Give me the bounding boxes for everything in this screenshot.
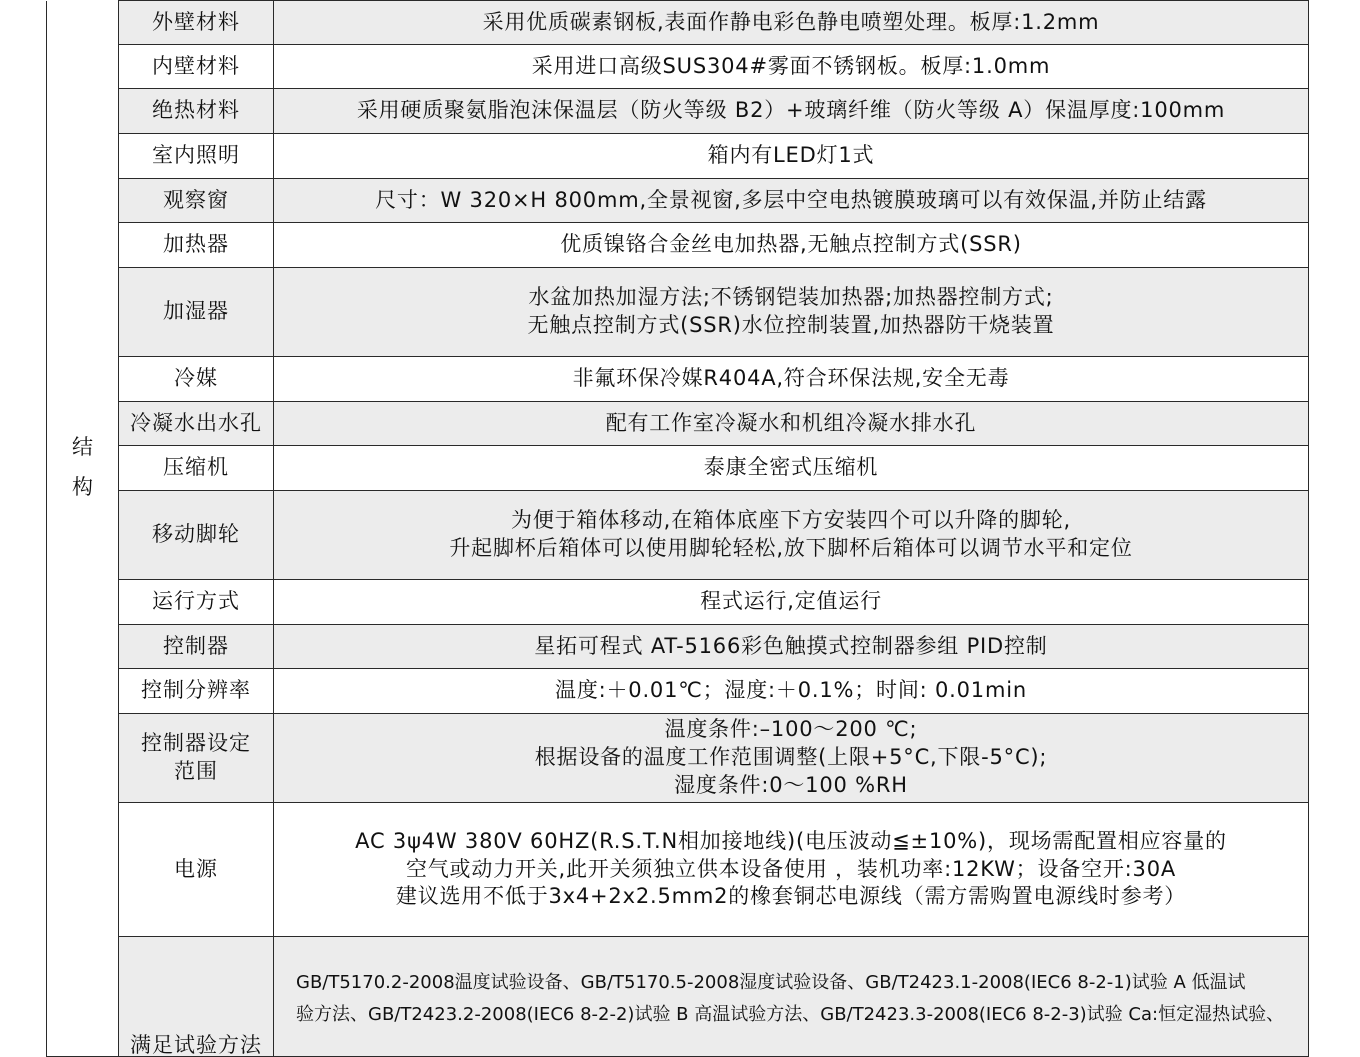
spec-value: [274, 580, 1309, 625]
spec-label-line: 加湿器: [163, 299, 229, 324]
spec-label-line: 满足试验方法: [130, 1033, 262, 1057]
spec-label-line: 冷媒: [174, 366, 218, 391]
spec-value-line: 空气或动力开关,此开关须独立供本设备使用 ，装机功率:12KW；设备空开:30A: [405, 856, 1177, 881]
spec-label-line: 绝热材料: [152, 98, 240, 123]
spec-value-line: 箱内有LED灯1式: [707, 143, 875, 168]
spec-label-line: 控制器: [163, 633, 229, 658]
spec-row: [47, 580, 1309, 625]
spec-label: [119, 937, 274, 1057]
spec-row: [47, 223, 1309, 268]
spec-label: [119, 45, 274, 89]
spec-value-line: 验方法、GB/T2423.2-2008(IEC6 8-2-2)试验 B 高温试验方法、GB/T2423.3-2008(IEC6 8-2-3)试验 Ca:恒定湿热试验、: [296, 1003, 1285, 1025]
spec-label: [119, 89, 274, 134]
spec-value-line: 尺寸：W 320×H 800mm,全景视窗,多层中空电热镀膜玻璃可以有效保温,并防止结露: [375, 187, 1207, 212]
spec-label: [119, 669, 274, 714]
spec-label-line: 控制分辨率: [141, 678, 251, 703]
spec-value-line: 水盆加热加湿方法;不锈钢铠装加热器;加热器控制方式;: [528, 285, 1054, 310]
spec-value-line: 泰康全密式压缩机: [703, 455, 879, 480]
spec-row: [47, 268, 1309, 357]
spec-label: [119, 1, 274, 45]
spec-value-line: 根据设备的温度工作范围调整(上限+5°C,下限-5°C);: [534, 745, 1048, 770]
spec-label: [119, 625, 274, 669]
spec-value: [274, 179, 1309, 223]
spec-value-line: 优质镍铬合金丝电加热器,无触点控制方式(SSR): [560, 232, 1022, 257]
spec-label-line: 内壁材料: [152, 53, 240, 78]
spec-value: [274, 625, 1309, 669]
spec-row: [47, 1, 1309, 45]
spec-label: [119, 134, 274, 179]
spec-value-line: 温度条件:–100～200 ℃;: [664, 717, 918, 742]
spec-label-line: 观察窗: [163, 187, 229, 212]
spec-row: [47, 402, 1309, 446]
spec-label: [119, 402, 274, 446]
spec-value: [274, 714, 1309, 803]
spec-row: [47, 669, 1309, 714]
section-label-structure: [47, 1, 119, 1057]
spec-value-line: AC 3ψ4W 380V 60HZ(R.S.T.N相加接地线)(电压波动≦±10%)，现场需配置相应容量的: [355, 828, 1227, 853]
spec-value: [274, 89, 1309, 134]
spec-label: [119, 223, 274, 268]
spec-row: [47, 491, 1309, 580]
spec-value: [274, 937, 1309, 1057]
spec-label-line: 外壁材料: [152, 9, 240, 34]
spec-value: [274, 268, 1309, 357]
spec-label: [119, 714, 274, 803]
spec-value: [274, 223, 1309, 268]
spec-label-line: 范围: [174, 759, 218, 783]
spec-label: [119, 446, 274, 491]
structure-spec-table: [46, 0, 1309, 1057]
spec-value: [274, 45, 1309, 89]
spec-row: [47, 625, 1309, 669]
spec-value-line: 采用硬质聚氨脂泡沫保温层（防火等级 B2）+玻璃纤维（防火等级 A）保温厚度:100mm: [356, 98, 1226, 123]
spec-value: [274, 1, 1309, 45]
spec-value-line: 非氟环保冷媒R404A,符合环保法规,安全无毒: [572, 366, 1010, 391]
spec-label-line: 加热器: [163, 232, 229, 257]
spec-value-line: 星拓可程式 AT-5166彩色触摸式控制器参组 PID控制: [534, 633, 1048, 658]
spec-value-line: 配有工作室冷凝水和机组冷凝水排水孔: [605, 410, 977, 435]
spec-value: [274, 134, 1309, 179]
spec-label-line: 控制器设定: [141, 731, 251, 756]
spec-value: [274, 402, 1309, 446]
spec-value-line: 程式运行,定值运行: [700, 589, 882, 614]
spec-row: [47, 179, 1309, 223]
spec-value-line: 升起脚杯后箱体可以使用脚轮轻松,放下脚杯后箱体可以调节水平和定位: [449, 536, 1133, 560]
spec-value: [274, 491, 1309, 580]
spec-label-line: 压缩机: [163, 455, 229, 480]
spec-row: [47, 45, 1309, 89]
section-label-char: 构: [72, 475, 93, 500]
spec-label-line: 冷凝水出水孔: [130, 410, 262, 435]
spec-row: [47, 446, 1309, 491]
spec-label-line: 电源: [174, 856, 218, 881]
section-label-char: 结: [72, 435, 93, 460]
spec-value-line: 建议选用不低于3x4+2x2.5mm2的橡套铜芯电源线（需方需购置电源线时参考）: [395, 884, 1187, 909]
spec-label: [119, 491, 274, 580]
spec-row: [47, 89, 1309, 134]
spec-value: [274, 446, 1309, 491]
spec-value-line: 无触点控制方式(SSR)水位控制装置,加热器防干烧装置: [527, 313, 1055, 337]
spec-row: [47, 714, 1309, 803]
spec-value: [274, 803, 1309, 937]
spec-value-line: GB/T5170.2-2008温度试验设备、GB/T5170.5-2008湿度试验设备、GB/T2423.1-2008(IEC6 8-2-1)试验 A 低温试: [296, 972, 1246, 993]
spec-label-line: 室内照明: [152, 143, 240, 168]
spec-row: [47, 134, 1309, 179]
spec-label: [119, 580, 274, 625]
spec-value-line: 为便于箱体移动,在箱体底座下方安装四个可以升降的脚轮,: [511, 508, 1071, 533]
spec-label: [119, 179, 274, 223]
spec-label-line: 移动脚轮: [152, 522, 240, 547]
spec-value-line: 湿度条件:0～100 %RH: [674, 772, 908, 797]
spec-value-line: 温度:＋0.01℃；湿度:＋0.1%；时间: 0.01min: [555, 678, 1027, 703]
spec-label: [119, 803, 274, 937]
spec-value: [274, 669, 1309, 714]
spec-value-line: 采用优质碳素钢板,表面作静电彩色静电喷塑处理。板厚:1.2mm: [482, 9, 1100, 34]
spec-label: [119, 268, 274, 357]
spec-value: [274, 357, 1309, 402]
spec-row: [47, 937, 1309, 1057]
spec-row: [47, 357, 1309, 402]
spec-label-line: 运行方式: [152, 589, 240, 614]
spec-row: [47, 803, 1309, 937]
spec-label: [119, 357, 274, 402]
spec-value-line: 采用进口高级SUS304#雾面不锈钢板。板厚:1.0mm: [531, 53, 1051, 78]
